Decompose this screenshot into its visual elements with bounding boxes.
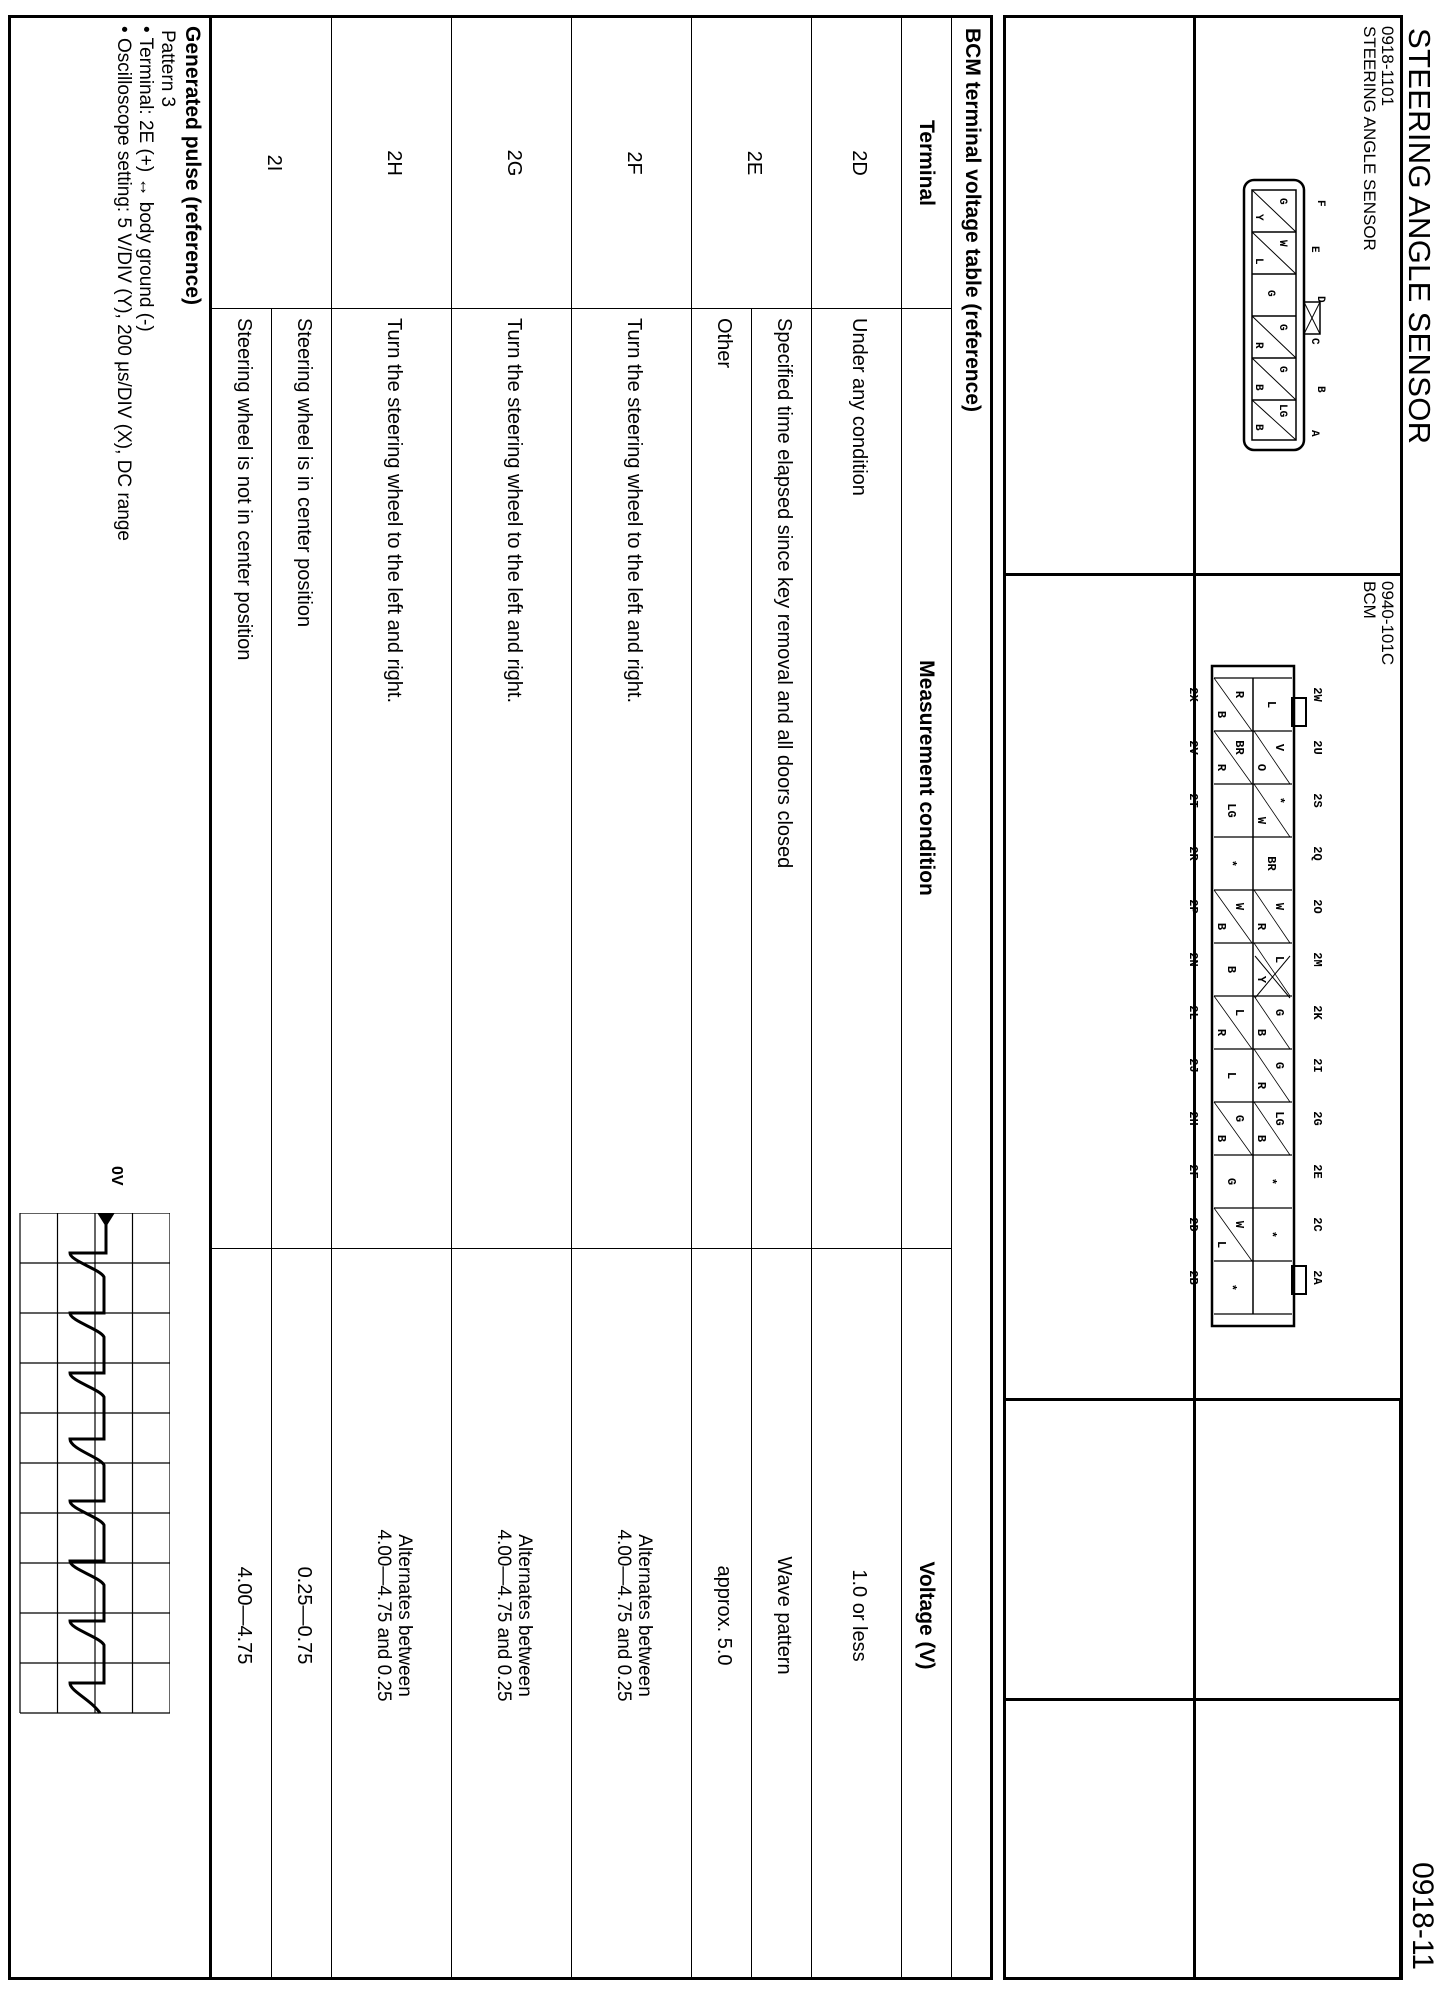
bcm-wire-color: *: [1224, 1283, 1238, 1292]
bcm-wire-color: *: [1264, 1177, 1278, 1186]
bcm-wire-color: Y: [1254, 975, 1268, 984]
sensor-wire-color: B: [1252, 424, 1264, 431]
table-row-voltage: Alternates between 4.00—4.75 and 0.25: [493, 1529, 535, 1702]
bcm-wire-color: R: [1254, 1081, 1268, 1090]
bcm-cell-divider: [1254, 890, 1290, 943]
oscilloscope-waveform: [10, 1213, 170, 1723]
bcm-pin-label: 2W: [1310, 687, 1324, 702]
bcm-wire-color: R: [1254, 922, 1268, 931]
sensor-wire-color: G: [1276, 324, 1288, 331]
bcm-pin-label: 2S: [1310, 793, 1324, 808]
bcm-cell-divider: [1214, 996, 1252, 1049]
bcm-pin-label: 2F: [1186, 1164, 1200, 1179]
table-row-voltage: 4.00—4.75: [233, 1566, 255, 1665]
bcm-pin-label: 2H: [1186, 1111, 1200, 1126]
table-row-condition: Turn the steering wheel to the left and right.: [383, 318, 405, 704]
connector-box: [1003, 15, 1403, 1980]
connector-bcm-code: 0940-101C: [1378, 581, 1397, 666]
header-voltage: Voltage (V): [915, 1561, 938, 1670]
sensor-pin-label: B: [1314, 386, 1326, 393]
bcm-wire-color: W: [1232, 902, 1246, 911]
steering-sensor-connector-diagram: [1210, 168, 1340, 468]
bcm-pin-label: 2N: [1186, 952, 1200, 967]
voltage-table-title: BCM terminal voltage table (reference): [961, 28, 984, 412]
bcm-cell-divider: [1214, 731, 1252, 784]
bcm-wire-color: *: [1272, 796, 1286, 805]
bcm-pin-label: 2E: [1310, 1164, 1324, 1179]
bcm-pin-label: 2U: [1310, 740, 1324, 755]
bcm-cell-divider: [1254, 943, 1290, 996]
bcm-wire-color: R: [1214, 1028, 1228, 1037]
sensor-pin-label: A: [1308, 430, 1320, 437]
bcm-wire-color: G: [1232, 1114, 1246, 1123]
sensor-pin-label: F: [1314, 200, 1326, 207]
bcm-wire-color: L: [1264, 700, 1278, 709]
table-row-condition: Steering wheel is not in center position: [233, 318, 255, 661]
bcm-cell-divider: [1254, 784, 1290, 837]
bcm-wire-color: LG: [1272, 1111, 1286, 1126]
sensor-wire-color: G: [1276, 366, 1288, 373]
bcm-cell-divider: [1214, 1102, 1252, 1155]
bcm-wire-color: B: [1224, 965, 1238, 974]
connector-sensor-code: 0918-1101: [1378, 26, 1397, 107]
bcm-pin-label: 2P: [1186, 899, 1200, 914]
table-row-voltage: Alternates between 4.00—4.75 and 0.25: [613, 1529, 655, 1702]
bcm-wire-color: V: [1272, 743, 1286, 752]
table-row-voltage: Wave pattern: [773, 1556, 795, 1675]
table-row-condition: Specified time elapsed since key removal and all doors closed: [773, 318, 795, 869]
table-row-condition: Turn the steering wheel to the left and right.: [503, 318, 525, 704]
sensor-wire-color: W: [1276, 240, 1288, 247]
bcm-pin-label: 2J: [1186, 1058, 1200, 1073]
bcm-cell-divider: [1254, 731, 1290, 784]
bcm-wire-color: *: [1264, 1230, 1278, 1239]
generated-pulse-title: Generated pulse (reference): [181, 26, 204, 305]
bcm-wire-color: B: [1214, 710, 1228, 719]
bcm-cell-divider: [1254, 996, 1290, 1049]
table-row-condition: Steering wheel is in center position: [293, 318, 315, 628]
connector-bcm: [1360, 581, 1396, 665]
table-row-condition: Under any condition: [848, 318, 870, 496]
bcm-wire-color: R: [1232, 690, 1246, 699]
bcm-wire-color: W: [1272, 902, 1286, 911]
connector-sensor-name: STEERING ANGLE SENSOR: [1360, 26, 1379, 251]
header-terminal: Terminal: [915, 120, 938, 206]
sensor-wire-color: G: [1276, 198, 1288, 205]
sensor-wire-color: B: [1252, 384, 1264, 391]
table-row-terminal: 2H: [383, 150, 405, 176]
sensor-wire-color: G: [1264, 290, 1276, 297]
bcm-wire-color: L: [1232, 1008, 1246, 1017]
bcm-cell-divider: [1214, 1208, 1252, 1261]
bcm-wire-color: B: [1214, 922, 1228, 931]
bcm-wire-color: L: [1224, 1071, 1238, 1080]
sensor-wire-color: L: [1252, 258, 1264, 265]
bcm-pin-label: 2R: [1186, 846, 1200, 861]
bcm-wire-color: *: [1224, 859, 1238, 868]
bcm-pin-label: 2C: [1310, 1217, 1324, 1232]
bcm-cell-divider: [1214, 890, 1252, 943]
table-row-terminal: 2F: [623, 151, 645, 175]
bcm-wire-color: R: [1214, 763, 1228, 772]
bcm-top-row-labels: [1310, 687, 1324, 1285]
bcm-wire-color: W: [1254, 816, 1268, 825]
bcm-cell-divider: [1254, 1102, 1290, 1155]
bcm-pin-label: 2B: [1186, 1270, 1200, 1285]
sensor-wire-color: Y: [1252, 214, 1264, 221]
bcm-pin-label: 2D: [1186, 1217, 1200, 1232]
sensor-pin-label: D: [1314, 296, 1326, 303]
bcm-wire-color: G: [1224, 1177, 1238, 1186]
table-row-condition: Other: [713, 318, 735, 369]
sensor-wire-color: R: [1252, 342, 1264, 349]
bcm-cell-divider: [1254, 1049, 1290, 1102]
page-title: STEERING ANGLE SENSOR: [1402, 28, 1437, 445]
sensor-pin-label: C: [1308, 338, 1320, 345]
pulse-bullet: • Terminal: 2E (+) ↔ body ground (-): [135, 26, 156, 332]
bcm-wire-color: BR: [1264, 856, 1278, 871]
zero-volt-label: 0V: [108, 1166, 125, 1186]
bcm-pin-label: 2M: [1310, 952, 1324, 967]
bcm-bottom-row-labels: [1186, 687, 1200, 1284]
table-row-terminal: 2I: [263, 154, 285, 172]
table-row-voltage: approx. 5.0: [713, 1565, 735, 1666]
header-measurement-condition: Measurement condition: [915, 660, 938, 896]
pulse-pattern: Pattern 3: [157, 30, 178, 108]
bcm-pin-label: 2T: [1186, 793, 1200, 808]
table-row-voltage: Alternates between 4.00—4.75 and 0.25: [373, 1529, 415, 1702]
main-box: [8, 15, 993, 1980]
bcm-wire-color: B: [1254, 1028, 1268, 1037]
sensor-wire-color: LG: [1276, 404, 1288, 418]
bcm-wire-color: LG: [1224, 803, 1238, 818]
bcm-pin-label: 2X: [1186, 687, 1200, 702]
bcm-wire-color: G: [1272, 1008, 1286, 1017]
bcm-pin-label: 2Q: [1310, 846, 1324, 861]
connector-bcm-name: BCM: [1360, 581, 1379, 619]
bcm-connector-diagram: [1160, 658, 1340, 1358]
bcm-pin-label: 2A: [1310, 1270, 1324, 1285]
bcm-wire-color: W: [1232, 1220, 1246, 1229]
table-row-terminal: 2G: [503, 149, 525, 177]
table-row-condition: Turn the steering wheel to the left and right.: [623, 318, 645, 704]
bcm-wire-color: L: [1272, 955, 1286, 964]
bcm-pin-label: 2I: [1310, 1058, 1324, 1073]
bcm-wire-color: B: [1214, 1134, 1228, 1143]
bcm-pin-label: 2L: [1186, 1005, 1200, 1020]
bcm-pin-label: 2K: [1310, 1005, 1324, 1020]
page-number: 0918-11: [1406, 1862, 1439, 1970]
bcm-wire-color: L: [1214, 1240, 1228, 1249]
table-row-voltage: 0.25—0.75: [293, 1566, 315, 1665]
bcm-wire-color: BR: [1232, 740, 1246, 755]
bcm-pin-label: 2V: [1186, 740, 1200, 755]
pulse-bullet: • Oscilloscope setting: 5 V/DIV (Y), 200 μs/DIV (X), DC range: [113, 26, 134, 541]
table-row-terminal: 2D: [848, 150, 870, 176]
bcm-pin-label: 2O: [1310, 899, 1324, 914]
table-row-terminal: 2E: [743, 150, 765, 176]
bcm-wire-color: B: [1254, 1134, 1268, 1143]
table-row-voltage: 1.0 or less: [848, 1569, 870, 1662]
bcm-wire-color: G: [1272, 1061, 1286, 1070]
sensor-pin-label: E: [1308, 246, 1320, 253]
bcm-wire-color: O: [1254, 763, 1268, 772]
connector-sensor: [1360, 26, 1396, 251]
bcm-pin-label: 2G: [1310, 1111, 1324, 1126]
bcm-cell-divider: [1214, 678, 1252, 731]
